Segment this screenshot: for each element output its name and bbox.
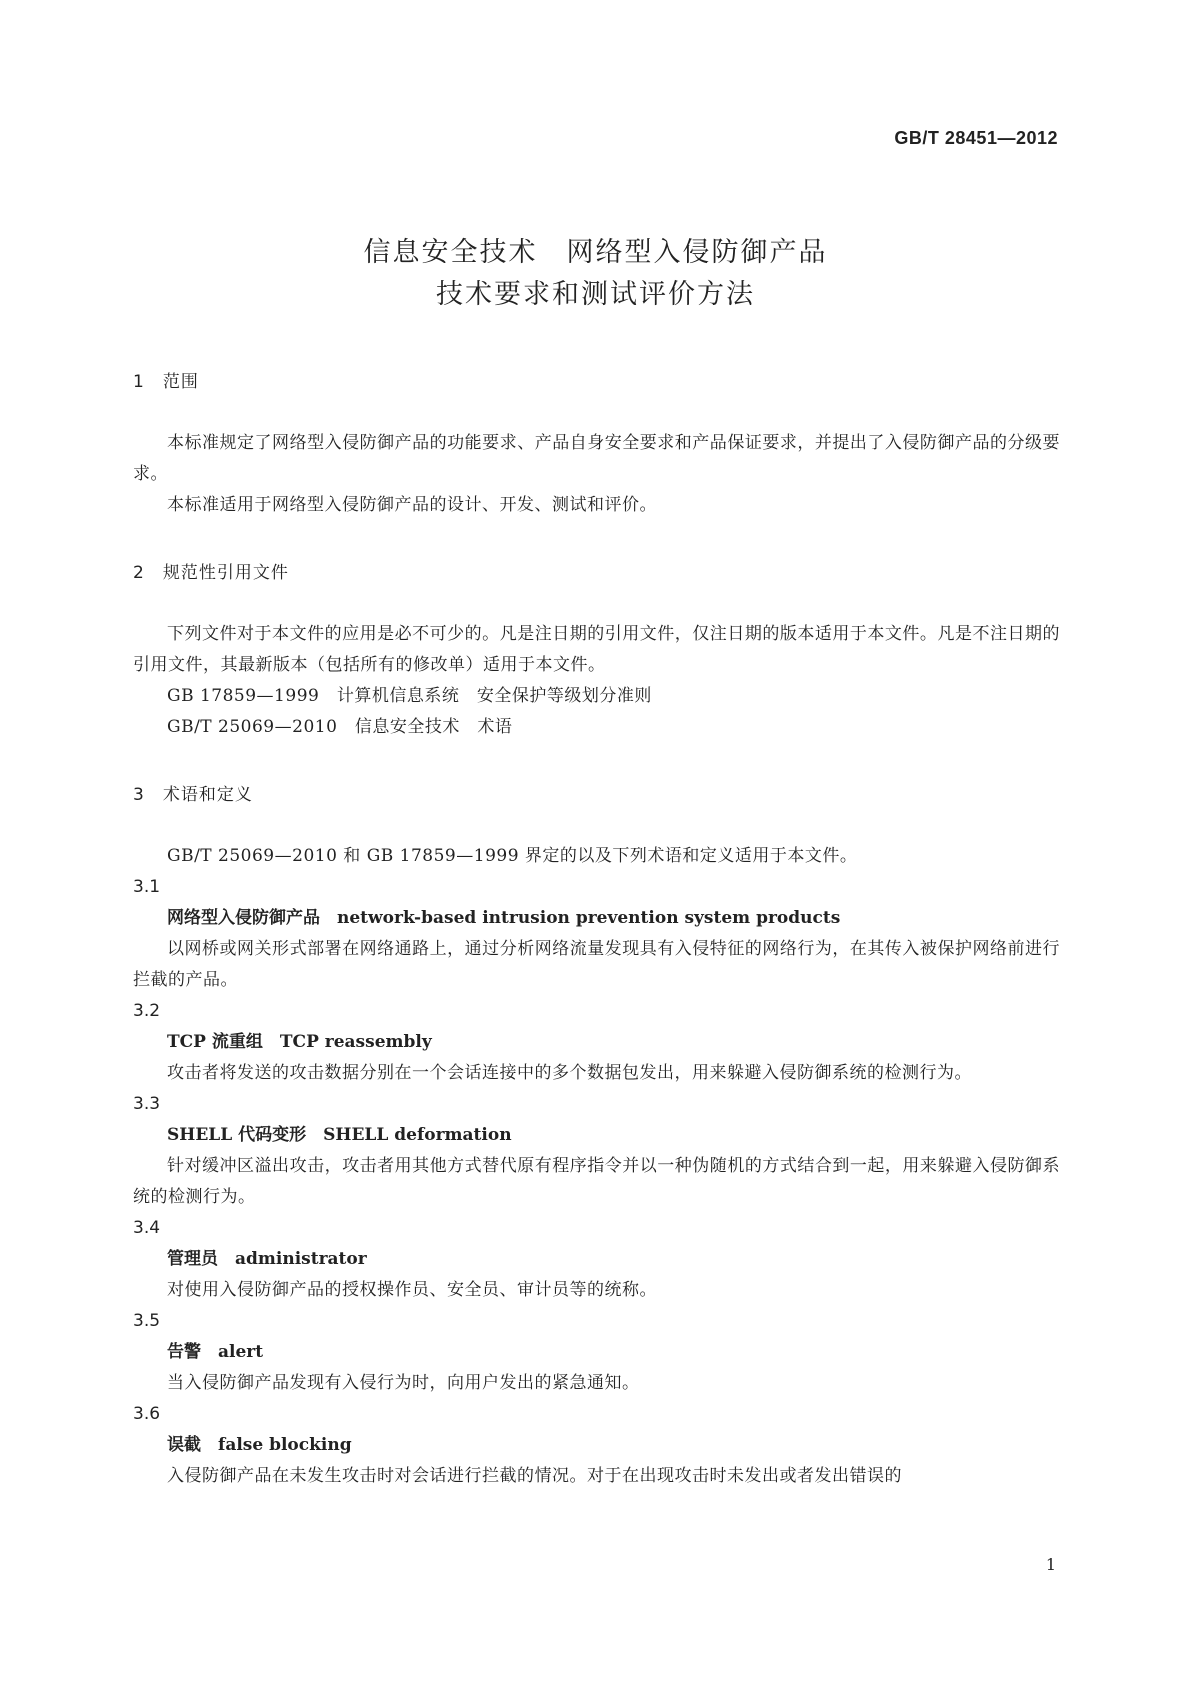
term-entry (133, 1213, 1060, 1306)
term-number: 3.3 (133, 1094, 161, 1114)
section-2-paragraph-1: 下列文件对于本文件的应用是必不可少的。凡是注日期的引用文件，仅注日期的版本适用于本文件。凡是不注日期的引用文件，其最新版本（包括所有的修改单）适用于本文件。 (133, 624, 1060, 675)
title-line-1: 信息安全技术 网络型入侵防御产品 (363, 237, 828, 268)
section-1-paragraph-1: 本标准规定了网络型入侵防御产品的功能要求、产品自身安全要求和产品保证要求，并提出了入侵防御产品的分级要求。 (133, 433, 1060, 484)
section-1-heading: 1 范围 (133, 372, 199, 392)
term-definition: 对使用入侵防御产品的授权操作员、安全员、审计员等的统称。 (167, 1280, 657, 1300)
document-body (133, 372, 1060, 1492)
term-definition: 攻击者将发送的攻击数据分别在一个会话连接中的多个数据包发出，用来躲避入侵防御系统的检测行为。 (167, 1063, 972, 1083)
term-entry (133, 1306, 1060, 1399)
term-number: 3.5 (133, 1311, 161, 1331)
term-name: 管理员 administrator (167, 1249, 367, 1269)
term-number: 3.1 (133, 877, 161, 897)
term-entry (133, 1089, 1060, 1213)
term-number: 3.4 (133, 1218, 161, 1238)
section-3-intro: GB/T 25069—2010 和 GB 17859—1999 界定的以及下列术语和定义适用于本文件。 (167, 846, 858, 866)
document-title (0, 232, 1191, 316)
standard-code: GB/T 28451—2012 (894, 128, 1058, 148)
term-name: 误截 false blocking (167, 1435, 352, 1455)
term-name: 网络型入侵防御产品 network-based intrusion prevention system products (167, 908, 841, 928)
title-line-2: 技术要求和测试评价方法 (436, 279, 755, 310)
section-2-heading: 2 规范性引用文件 (133, 563, 289, 583)
section-1-paragraph-2: 本标准适用于网络型入侵防御产品的设计、开发、测试和评价。 (167, 495, 657, 515)
section-3-heading: 3 术语和定义 (133, 785, 253, 805)
term-entry (133, 872, 1060, 996)
page-number: 1 (1045, 1555, 1056, 1574)
term-definition: 以网桥或网关形式部署在网络通路上，通过分析网络流量发现具有入侵特征的网络行为，在其传入被保护网络前进行拦截的产品。 (133, 939, 1060, 990)
term-entry (133, 996, 1060, 1089)
term-definition: 针对缓冲区溢出攻击，攻击者用其他方式替代原有程序指令并以一种伪随机的方式结合到一起，用来躲避入侵防御系统的检测行为。 (133, 1156, 1060, 1207)
term-name: 告警 alert (167, 1342, 264, 1362)
term-name: TCP 流重组 TCP reassembly (167, 1032, 432, 1052)
term-definition: 入侵防御产品在未发生攻击时对会话进行拦截的情况。对于在出现攻击时未发出或者发出错误的 (167, 1466, 902, 1486)
term-entry (133, 1399, 1060, 1492)
reference-item: GB 17859—1999 计算机信息系统 安全保护等级划分准则 (167, 686, 652, 706)
term-name: SHELL 代码变形 SHELL deformation (167, 1125, 512, 1145)
term-number: 3.2 (133, 1001, 161, 1021)
term-definition: 当入侵防御产品发现有入侵行为时，向用户发出的紧急通知。 (167, 1373, 640, 1393)
reference-item: GB/T 25069—2010 信息安全技术 术语 (167, 717, 513, 737)
term-number: 3.6 (133, 1404, 161, 1424)
